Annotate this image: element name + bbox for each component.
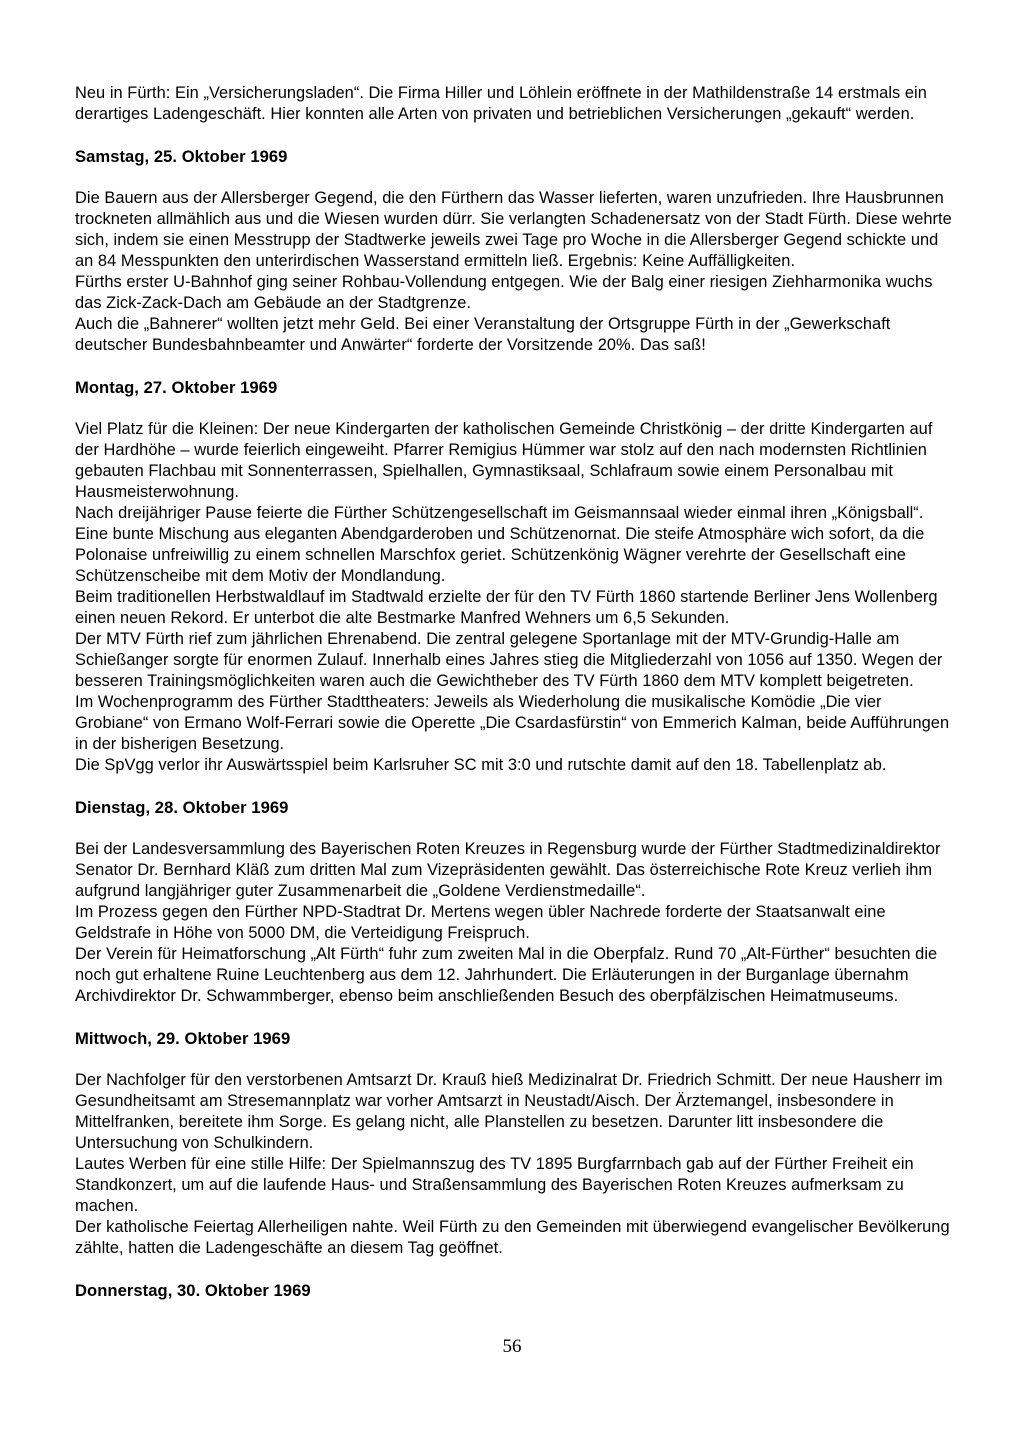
news-paragraph: Im Prozess gegen den Fürther NPD-Stadtrat Dr. Mertens wegen übler Nachrede forderte der Staatsanwalt eine Geldstrafe in Höhe von 5000 DM, die Verteidigung Freispruch.: [75, 903, 886, 942]
day-heading-dienstag: Dienstag, 28. Oktober 1969: [75, 798, 289, 817]
news-paragraph: Viel Platz für die Kleinen: Der neue Kindergarten der katholischen Gemeinde Christkönig – der dritte Kindergarten auf der Hardhöhe – wurde feierlich eingeweiht. Pfarrer Remigius Hümmer war stolz auf den nach modernsten Richtlinien gebauten Flachbau mit Sonnenterrassen, Spielhallen, Gymnastiksaal, Schlafraum sowie einem Personalbau mit Hausmeisterwohnung.: [75, 420, 933, 501]
day-heading-donnerstag: Donnerstag, 30. Oktober 1969: [75, 1281, 311, 1300]
news-paragraph: Die Bauern aus der Allersberger Gegend, die den Fürthern das Wasser lieferten, waren unzufrieden. Ihre Hausbrunnen trockneten allmählich aus und die Wiesen wurden dürr. Sie verlangten Schadenersatz von der Stadt Fürth. Diese wehrte sich, indem sie einen Messtrupp der Stadtwerke jeweils zwei Tage pro Woche in die Allersberger Gegend schickte und an 84 Messpunkten den unterirdischen Wasserstand ermitteln ließ. Ergebnis: Keine Auffälligkeiten.: [75, 189, 952, 270]
news-paragraph: Die SpVgg verlor ihr Auswärtsspiel beim Karlsruher SC mit 3:0 und rutschte damit auf den 18. Tabellenplatz ab.: [75, 756, 887, 774]
page-number: 56: [502, 1336, 522, 1357]
news-paragraph: Auch die „Bahnerer“ wollten jetzt mehr Geld. Bei einer Veranstaltung der Ortsgruppe Fürth in der „Gewerkschaft deutscher Bundesbahnbeamter und Anwärter“ forderte der Vorsitzende 20%. Das saß!: [75, 315, 891, 354]
news-paragraph: Der Nachfolger für den verstorbenen Amtsarzt Dr. Krauß hieß Medizinalrat Dr. Friedrich Schmitt. Der neue Hausherr im Gesundheitsamt am Stresemannplatz war vorher Amtsarzt in Neustadt/Aisch. Der Ärztemangel, insbesondere in Mittelfranken, bereitete ihm Sorge. Es gelang nicht, alle Planstellen zu besetzen. Darunter litt insbesondere die Untersuchung von Schulkindern.: [75, 1071, 943, 1152]
news-paragraph: Beim traditionellen Herbstwaldlauf im Stadtwald erzielte der für den TV Fürth 1860 startende Berliner Jens Wollenberg einen neuen Rekord. Er unterbot die alte Bestmarke Manfred Wehners um 6,5 Sekunden.: [75, 588, 938, 627]
intro-paragraph: Neu in Fürth: Ein „Versicherungsladen“. Die Firma Hiller und Löhlein eröffnete in der Mathildenstraße 14 erstmals ein derartiges Ladengeschäft. Hier konnten alle Arten von privaten und betrieblichen Versicherungen „gekauft“ werden.: [75, 84, 927, 123]
day-heading-montag: Montag, 27. Oktober 1969: [75, 378, 278, 397]
news-paragraph: Nach dreijähriger Pause feierte die Fürther Schützengesellschaft im Geismannsaal wieder einmal ihren „Königsball“. Eine bunte Mischung aus eleganten Abendgarderoben und Schützenornat. Die steife Atmosphäre wich sofort, da die Polonaise unfreiwillig zu einem schnellen Marschfox geriet. Schützenkönig Wägner verehrte der Gesellschaft eine Schützenscheibe mit dem Motiv der Mondlandung.: [75, 504, 925, 585]
news-paragraph: Der Verein für Heimatforschung „Alt Fürth“ fuhr zum zweiten Mal in die Oberpfalz. Rund 70 „Alt-Fürther“ besuchten die noch gut erhaltene Ruine Leuchtenberg aus dem 12. Jahrhundert. Die Erläuterungen in der Burganlage übernahm Archivdirektor Dr. Schwammberger, ebenso beim anschließenden Besuch des oberpfälzischen Heimatmuseums.: [75, 945, 938, 1005]
day-heading-samstag: Samstag, 25. Oktober 1969: [75, 147, 288, 166]
day-heading-mittwoch: Mittwoch, 29. Oktober 1969: [75, 1029, 291, 1048]
news-paragraph: Fürths erster U-Bahnhof ging seiner Rohbau-Vollendung entgegen. Wie der Balg einer riesigen Ziehharmonika wuchs das Zick-Zack-Dach am Gebäude an der Stadtgrenze.: [75, 273, 933, 312]
news-paragraph: Der katholische Feiertag Allerheiligen nahte. Weil Fürth zu den Gemeinden mit überwiegend evangelischer Bevölkerung zählte, hatten die Ladengeschäfte an diesem Tag geöffnet.: [75, 1218, 950, 1257]
document-body: [75, 83, 952, 1322]
news-paragraph: Im Wochenprogramm des Fürther Stadttheaters: Jeweils als Wiederholung die musikalische Komödie „Die vier Grobiane“ von Ermano Wolf-Ferrari sowie die Operette „Die Csardasfürstin“ von Emmerich Kalman, beide Aufführungen in der bisherigen Besetzung.: [75, 693, 950, 753]
news-paragraph: Bei der Landesversammlung des Bayerischen Roten Kreuzes in Regensburg wurde der Fürther Stadtmedizinaldirektor Senator Dr. Bernhard Kläß zum dritten Mal zum Vizepräsidenten gewählt. Das österreichische Rote Kreuz verlieh ihm aufgrund langjähriger guter Zusammenarbeit die „Goldene Verdienstmedaille“.: [75, 840, 941, 900]
news-paragraph: Lautes Werben für eine stille Hilfe: Der Spielmannszug des TV 1895 Burgfarrnbach gab auf der Fürther Freiheit ein Standkonzert, um auf die laufende Haus- und Straßensammlung des Bayerischen Roten Kreuzes aufmerksam zu machen.: [75, 1155, 914, 1215]
news-paragraph: Der MTV Fürth rief zum jährlichen Ehrenabend. Die zentral gelegene Sportanlage mit der MTV-Grundig-Halle am Schießanger sorgte für enormen Zulauf. Innerhalb eines Jahres stieg die Mitgliederzahl von 1056 auf 1350. Wegen der besseren Trainingsmöglichkeiten waren auch die Gewichtheber des TV Fürth 1860 dem MTV komplett beigetreten.: [75, 630, 943, 690]
